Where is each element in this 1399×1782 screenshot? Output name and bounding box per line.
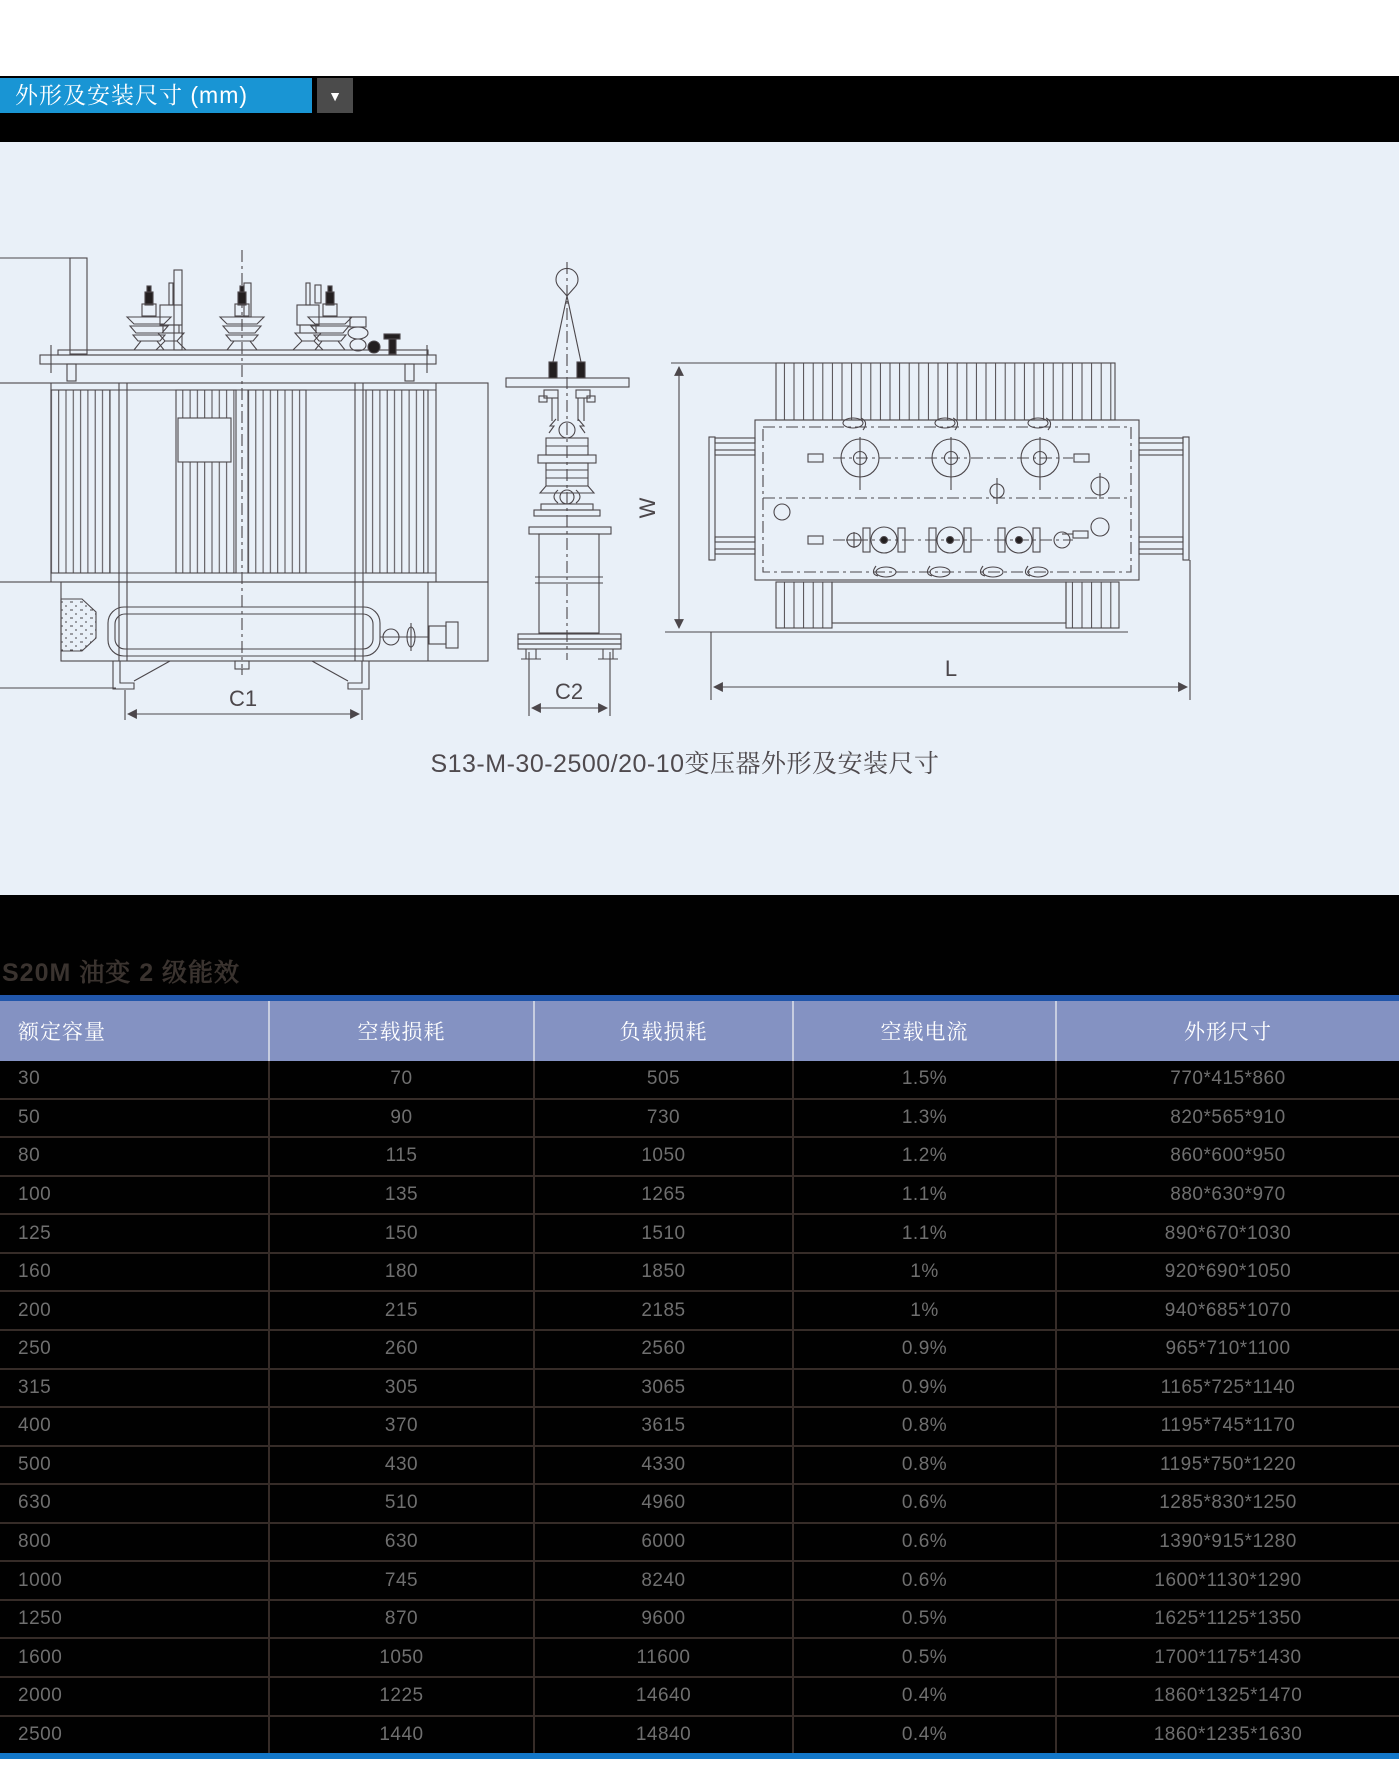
table-cell: 1.1%: [792, 1215, 1055, 1252]
chevron-down-icon: ▼: [328, 87, 342, 104]
table-cell: 890*670*1030: [1055, 1215, 1399, 1252]
column-header: 空载损耗: [268, 1001, 533, 1061]
table-cell: 920*690*1050: [1055, 1254, 1399, 1291]
table-cell: 0.4%: [792, 1678, 1055, 1715]
section-header-label: 外形及安装尺寸 (mm): [15, 82, 249, 108]
table-cell: 0.8%: [792, 1408, 1055, 1445]
table-row: [0, 1177, 1399, 1216]
column-header: 空载电流: [792, 1001, 1055, 1061]
table-cell: 100: [18, 1183, 52, 1205]
table-cell: 3065: [533, 1370, 792, 1407]
front-view-drawing: [0, 250, 488, 720]
table-cell: 2000: [18, 1685, 63, 1707]
table-row: [0, 1639, 1399, 1678]
table-cell: 1.1%: [792, 1177, 1055, 1214]
table-cell: 1600*1130*1290: [1055, 1562, 1399, 1599]
table-cell: 1285*830*1250: [1055, 1485, 1399, 1522]
table-row: [0, 1331, 1399, 1370]
table-cell: 315: [18, 1376, 52, 1398]
section-dropdown-button[interactable]: [317, 78, 353, 113]
table-cell: 1195*745*1170: [1055, 1408, 1399, 1445]
top-view-drawing: [665, 363, 1190, 700]
table-cell: 90: [268, 1100, 533, 1137]
table-row: [0, 1370, 1399, 1409]
table-cell: 1265: [533, 1177, 792, 1214]
table-cell: 500: [18, 1453, 52, 1475]
table-row: [0, 1447, 1399, 1486]
table-cell: 160: [18, 1261, 52, 1283]
table-cell: 400: [18, 1415, 52, 1437]
table-cell: 0.6%: [792, 1524, 1055, 1561]
dim-label-l: L: [944, 656, 958, 681]
table-cell: 80: [18, 1145, 41, 1167]
table-row: [0, 1100, 1399, 1139]
transformer-dimension-drawing: [0, 142, 1399, 895]
top-black-band: [0, 76, 1399, 142]
table-cell: 630: [18, 1492, 52, 1514]
table-cell: 0.4%: [792, 1717, 1055, 1754]
side-view-drawing: [506, 262, 629, 716]
section-header-pill: [0, 78, 312, 113]
table-row: [0, 1601, 1399, 1640]
table-cell: 1050: [268, 1639, 533, 1676]
table-cell: 2185: [533, 1292, 792, 1329]
table-cell: 215: [268, 1292, 533, 1329]
table-cell: 1625*1125*1350: [1055, 1601, 1399, 1638]
table-cell: 1390*915*1280: [1055, 1524, 1399, 1561]
table-cell: 1440: [268, 1717, 533, 1754]
table-cell: 1.5%: [792, 1061, 1055, 1098]
table-cell: 3615: [533, 1408, 792, 1445]
table-cell: 125: [18, 1222, 52, 1244]
table-cell: 965*710*1100: [1055, 1331, 1399, 1368]
table-cell: 200: [18, 1299, 52, 1321]
table-cell: 14840: [533, 1717, 792, 1754]
column-header: 负载损耗: [533, 1001, 792, 1061]
table-cell: 1%: [792, 1254, 1055, 1291]
table-cell: 11600: [533, 1639, 792, 1676]
table-row: [0, 1408, 1399, 1447]
table-cell: 8240: [533, 1562, 792, 1599]
table-row: [0, 1524, 1399, 1563]
table-cell: 730: [533, 1100, 792, 1137]
drawing-area: [0, 142, 1399, 895]
table-cell: 115: [268, 1138, 533, 1175]
table-cell: 260: [268, 1331, 533, 1368]
table-cell: 1600: [18, 1646, 63, 1668]
table-cell: 30: [18, 1068, 41, 1090]
table-cell: 940*685*1070: [1055, 1292, 1399, 1329]
table-cell: 0.5%: [792, 1601, 1055, 1638]
table-cell: 1225: [268, 1678, 533, 1715]
table-row: [0, 1138, 1399, 1177]
table-cell: 370: [268, 1408, 533, 1445]
table-cell: 880*630*970: [1055, 1177, 1399, 1214]
table-cell: 1050: [533, 1138, 792, 1175]
table-row: [0, 1562, 1399, 1601]
table-row: [0, 1485, 1399, 1524]
drawing-caption: S13-M-30-2500/20-10变压器外形及安装尺寸: [430, 750, 940, 778]
table-cell: 250: [18, 1338, 52, 1360]
table-row: [0, 1292, 1399, 1331]
table-cell: 0.5%: [792, 1639, 1055, 1676]
table-body: [0, 1061, 1399, 1753]
table-cell: 0.9%: [792, 1370, 1055, 1407]
table-cell: 870: [268, 1601, 533, 1638]
table-cell: 50: [18, 1106, 41, 1128]
table-cell: 0.9%: [792, 1331, 1055, 1368]
table-cell: 0.6%: [792, 1562, 1055, 1599]
table-cell: 4960: [533, 1485, 792, 1522]
table-row: [0, 1678, 1399, 1717]
table-cell: 505: [533, 1061, 792, 1098]
table-cell: 820*565*910: [1055, 1100, 1399, 1137]
table-cell: 745: [268, 1562, 533, 1599]
table-cell: 0.6%: [792, 1485, 1055, 1522]
table-cell: 1195*750*1220: [1055, 1447, 1399, 1484]
table-cell: 2560: [533, 1331, 792, 1368]
table-cell: 430: [268, 1447, 533, 1484]
table-cell: 800: [18, 1531, 52, 1553]
table-title: S20M 油变 2 级能效: [2, 959, 241, 987]
column-header: 外形尺寸: [1055, 1001, 1399, 1061]
table-cell: 630: [268, 1524, 533, 1561]
table-cell: 4330: [533, 1447, 792, 1484]
table-cell: 0.8%: [792, 1447, 1055, 1484]
table-cell: 1860*1325*1470: [1055, 1678, 1399, 1715]
dim-label-c2: C2: [554, 679, 584, 704]
table-cell: 1000: [18, 1569, 63, 1591]
spec-table-section: [0, 895, 1399, 1753]
table-cell: 14640: [533, 1678, 792, 1715]
table-row: [0, 1215, 1399, 1254]
table-cell: 150: [268, 1215, 533, 1252]
table-row: [0, 1717, 1399, 1754]
table-cell: 9600: [533, 1601, 792, 1638]
table-cell: 510: [268, 1485, 533, 1522]
bottom-accent-line: [0, 1753, 1399, 1759]
table-cell: 6000: [533, 1524, 792, 1561]
column-header: 额定容量: [18, 1021, 106, 1044]
table-cell: 1.3%: [792, 1100, 1055, 1137]
dim-label-c1: C1: [228, 686, 258, 711]
table-cell: 1510: [533, 1215, 792, 1252]
table-cell: 770*415*860: [1055, 1061, 1399, 1098]
table-cell: 305: [268, 1370, 533, 1407]
table-cell: 1700*1175*1430: [1055, 1639, 1399, 1676]
table-cell: 1.2%: [792, 1138, 1055, 1175]
table-cell: 1%: [792, 1292, 1055, 1329]
table-header-row: [0, 1001, 1399, 1061]
table-cell: 1165*725*1140: [1055, 1370, 1399, 1407]
table-cell: 1850: [533, 1254, 792, 1291]
table-row: [0, 1061, 1399, 1100]
table-cell: 1250: [18, 1608, 63, 1630]
table-cell: 180: [268, 1254, 533, 1291]
table-cell: 1860*1235*1630: [1055, 1717, 1399, 1754]
dim-label-w: W: [635, 497, 660, 519]
table-row: [0, 1254, 1399, 1293]
table-cell: 70: [268, 1061, 533, 1098]
table-cell: 860*600*950: [1055, 1138, 1399, 1175]
table-cell: 2500: [18, 1723, 63, 1745]
table-cell: 135: [268, 1177, 533, 1214]
